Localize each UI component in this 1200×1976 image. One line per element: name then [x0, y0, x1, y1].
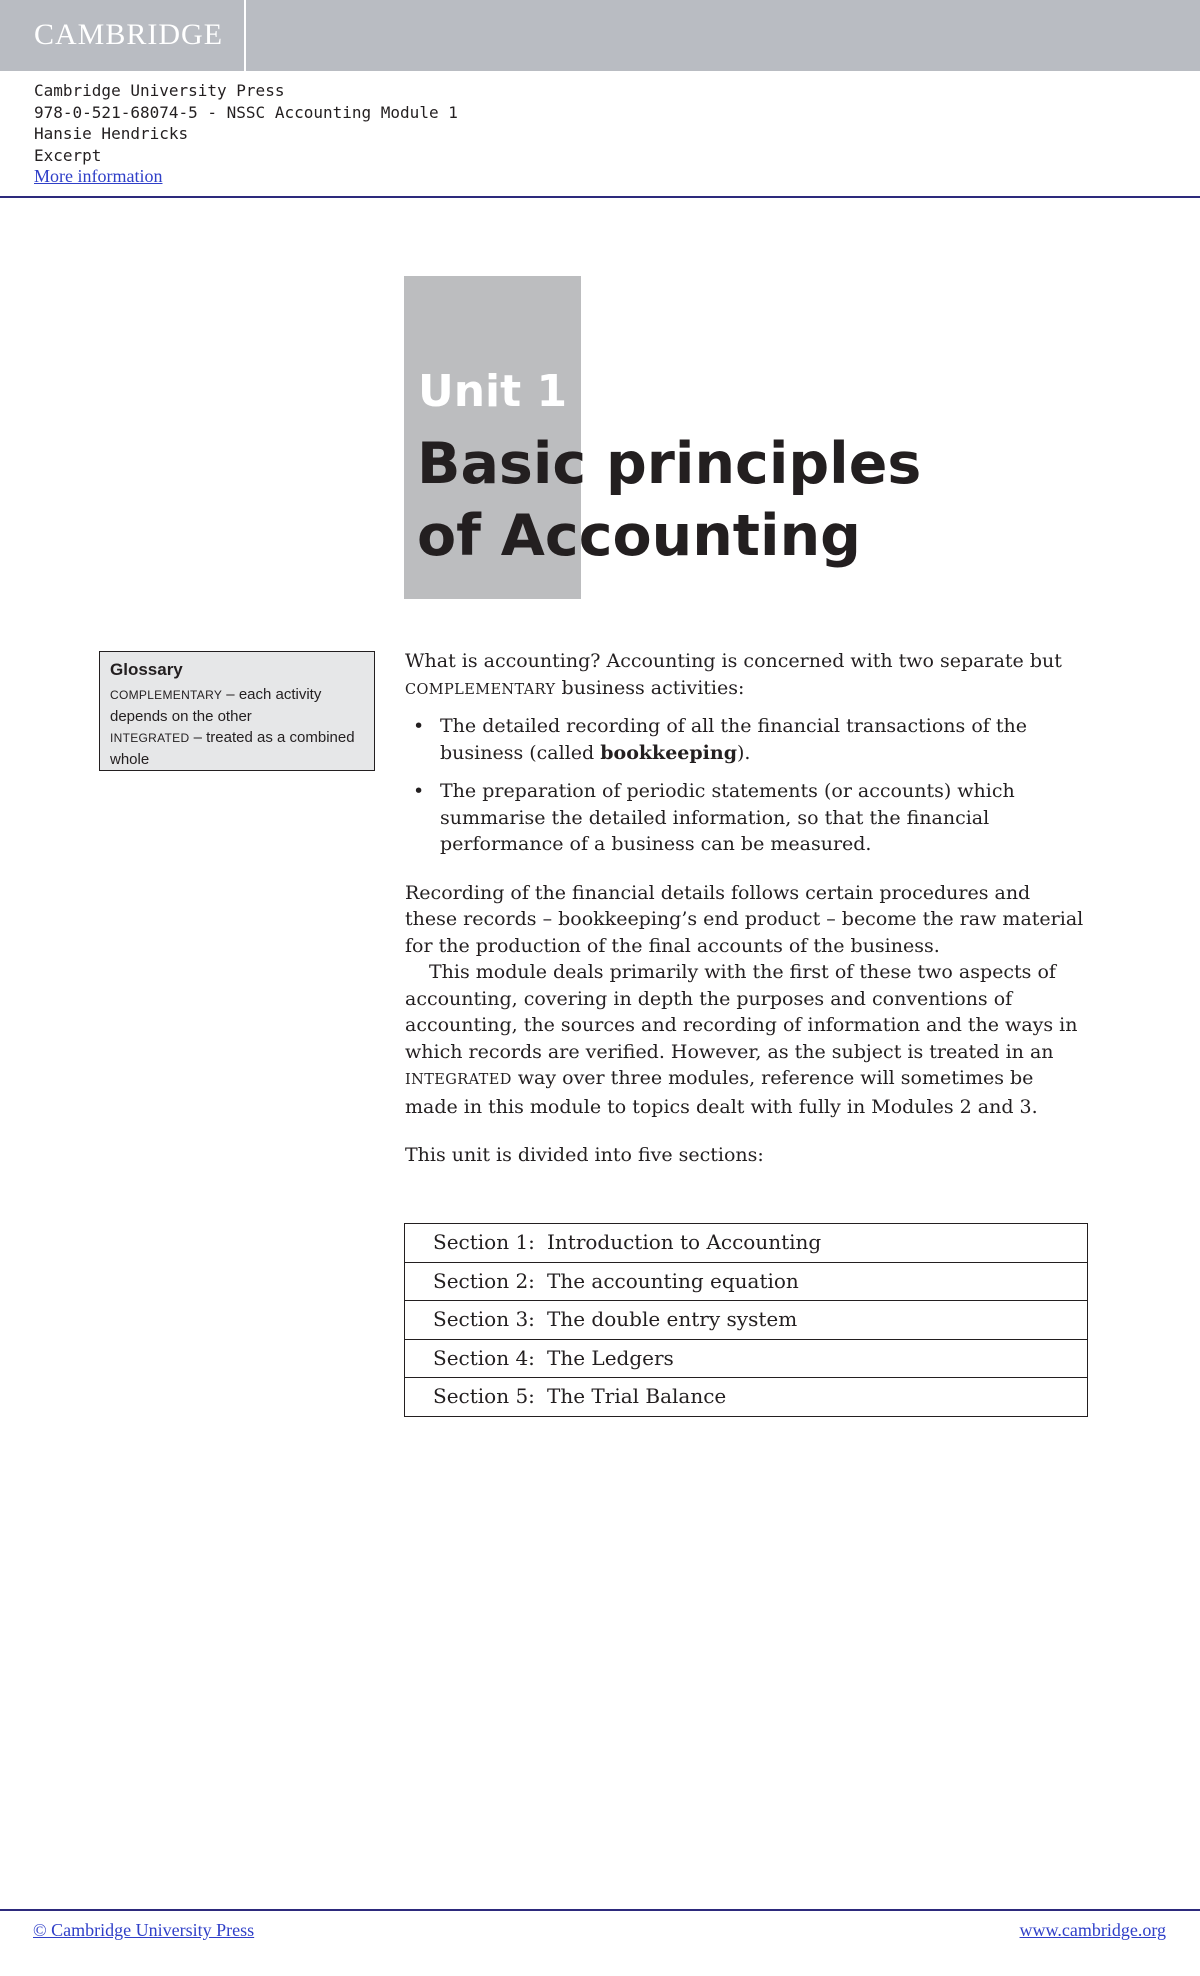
glossary-box [99, 651, 375, 771]
header-divider [0, 196, 1200, 198]
activity-list [405, 713, 1085, 858]
table-row [405, 1340, 1087, 1379]
body-text [405, 648, 1085, 1169]
section-title: Introduction to Accounting [547, 1230, 822, 1254]
section-number: Section 1: [433, 1230, 535, 1254]
section-number: Section 3: [433, 1307, 535, 1331]
website-link[interactable]: www.cambridge.org [1019, 1920, 1166, 1940]
section-number: Section 4: [433, 1345, 535, 1370]
isbn-title: 978-0-521-68074-5 - NSSC Accounting Module 1 [34, 102, 458, 122]
text-run: What is accounting? Accounting is concerned with two separate but [405, 650, 1062, 672]
text-run: way over three modules, reference will sometimes be made in this module to topics dealt with fully in Modules 2 and 3. [405, 1067, 1038, 1118]
glossary-title: Glossary [110, 660, 183, 679]
sections-table [404, 1223, 1088, 1417]
cambridge-logo[interactable]: CAMBRIDGE [34, 18, 224, 51]
glossary-entry [110, 684, 364, 727]
glossary-term-inline: INTEGRATED [405, 1072, 512, 1088]
glossary-entry [110, 727, 364, 770]
unit-label: Unit 1 [418, 366, 568, 417]
author: Hansie Hendricks [34, 124, 189, 143]
table-row [405, 1263, 1087, 1302]
section-number: Section 5: [433, 1384, 535, 1408]
bold-term: bookkeeping [600, 741, 737, 764]
table-row [405, 1224, 1087, 1263]
logo-box [0, 0, 246, 71]
section-title: The Ledgers [547, 1345, 674, 1370]
paragraph [405, 959, 1085, 1120]
glossary-term: COMPLEMENTARY [110, 688, 223, 702]
glossary-definition: – treated as a combined whole [110, 729, 355, 768]
book-meta [34, 80, 458, 188]
unit-title: Basic principles of Accounting [417, 431, 922, 569]
text-run: ). [736, 741, 751, 764]
header-band [0, 0, 1200, 71]
text-run: The detailed recording of all the financial transactions of the business (called [440, 715, 1027, 764]
footer-divider [0, 1909, 1200, 1911]
publisher: Cambridge University Press [34, 81, 285, 100]
intro-paragraph [405, 648, 1085, 703]
excerpt-label: Excerpt [34, 145, 102, 165]
section-title: The Trial Balance [547, 1384, 727, 1408]
table-row [405, 1378, 1087, 1416]
section-title: The accounting equation [547, 1268, 799, 1293]
more-information-link[interactable]: More information [34, 166, 163, 186]
glossary-definition: – each activity depends on the other [110, 686, 322, 725]
section-number: Section 2: [433, 1268, 535, 1293]
table-row [405, 1301, 1087, 1340]
list-item: • The preparation of periodic statements (or accounts) which summarise the detailed information, so that the financial performance of a business can be measured. [405, 778, 1085, 858]
glossary-term: INTEGRATED [110, 731, 190, 745]
text-run: This module deals primarily with the first of these two aspects of accounting, covering in depth the purposes and conventions of accounting, the sources and recording of information and the ways in which records are verified. However, as the subject is treated in an [405, 961, 1078, 1063]
glossary-term-inline: COMPLEMENTARY [405, 681, 556, 698]
copyright-link[interactable]: © Cambridge University Press [33, 1920, 255, 1940]
paragraph: This unit is divided into five sections: [405, 1144, 764, 1166]
section-title: The double entry system [547, 1307, 798, 1331]
text-run: business activities: [555, 676, 745, 699]
paragraph: Recording of the financial details follows certain procedures and these records – bookkeeping’s end product – become the raw material for the production of the final accounts of the business. [405, 881, 1084, 957]
list-item [405, 713, 1085, 766]
